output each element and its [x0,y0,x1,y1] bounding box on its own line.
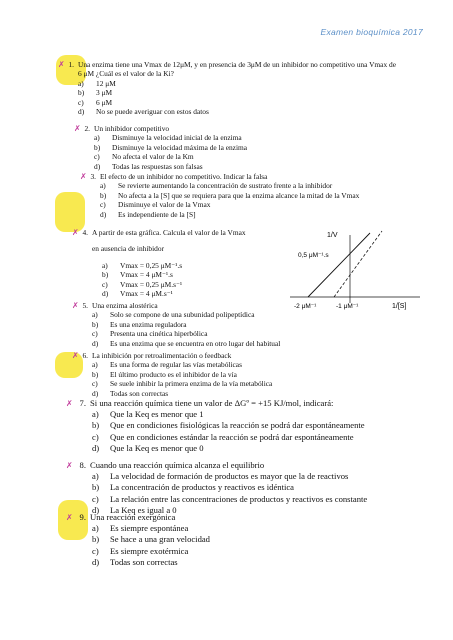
x-point-1-label: -2 μM⁻¹ [294,303,317,310]
answer-check-icon: ✗ [66,461,73,470]
option-d[interactable]: d) ✗ Vmax = 4 μM.s⁻¹ [72,228,173,299]
answer-check-icon: ✗ [72,301,79,310]
y-intercept-label: 0,5 μM⁻¹.s [298,252,329,259]
option-c[interactable]: c) Es siempre exotérmica [92,545,189,556]
option-b[interactable]: b) Que en condiciones fisiológicas la reacción se podrá dar espontáneamente [92,420,365,431]
option-d[interactable]: d) Es una enzima que se encuentra en otro lugar del habitual [92,338,281,348]
y-axis-label: 1/V [327,232,338,239]
answer-check-icon: ✗ [66,513,73,522]
option-d[interactable]: d) La Keq es igual a 0 [92,504,177,515]
option-c[interactable]: c) Se suele inhibir la primera enzima de la vía metabólica [92,379,273,389]
answer-check-icon: ✗ [72,228,79,237]
option-a[interactable]: a) ✗ Disminuye la velocidad inicial de la enzima [74,124,242,143]
question-9: 9. Una reacción exergónica a) ✗ Es siempre espontánea b) Se hace a una gran velocidad c) Es siempre exotérmica d) Todas son correctas [68,512,438,568]
question-2: 2. Un inhibidor competitivo a) ✗ Disminuye la velocidad inicial de la enzima b) Disminuye la velocidad máxima de la enzima c) No afecta el valor de la Km d) Todas las respuestas son falsas [76,124,396,171]
option-d[interactable]: d) Todas las respuestas son falsas [94,161,203,171]
option-a[interactable]: a) Vmax = 0,25 μM⁻¹.s [102,260,183,270]
option-b[interactable]: b) ✗ Es una enzima reguladora [72,301,187,329]
question-7: 7. Si una reacción química tiene un valor de ΔGº = +15 KJ/mol, indicará: a) ✗ Que la Keq es menor que 1 b) Que en condiciones fisiológicas la reacción se podrá dar espontáneamente c) Que en condiciones estándar la reacción se podrá dar espontáneamente d) Que la Keq es menor que 0 [68,398,438,454]
option-b[interactable]: b) ✗ 3 μM [58,60,113,98]
question-stem-continued: en ausencia de inhibidor [92,244,165,254]
x-point-2-label: -1 μM⁻¹ [336,303,359,310]
answer-check-icon: ✗ [58,60,65,69]
option-c[interactable]: c) ✗ La relación entre las concentraciones de productos y reactivos es constante [66,461,368,504]
highlight-mark-2 [55,192,85,232]
option-b[interactable]: b) Vmax = 4 μM⁻¹.s [102,270,173,280]
option-a[interactable]: a) Solo se compone de una subunidad polipeptídica [92,310,255,320]
option-d[interactable]: d) Que la Keq es menor que 0 [92,442,204,453]
option-b[interactable]: b) Se hace a una gran velocidad [92,534,210,545]
option-d[interactable]: d) No se puede averiguar con estos datos [78,107,209,117]
option-a[interactable]: a) Es una forma de regular las vías metabólicas [92,360,242,370]
option-b[interactable]: b) La concentración de productos y reactivos es idéntica [92,482,294,493]
option-c[interactable]: c) Que en condiciones estándar la reacción se podrá dar espontáneamente [92,431,354,442]
question-8: 8. Cuando una reacción química alcanza el equilibrio a) La velocidad de formación de productos es mayor que la de reactivos b) La concentración de productos y reactivos es idéntica c) ✗ La relación entre las concentraciones de productos y reactivos es constante d) La Keq es igual a 0 [68,460,438,516]
question-5: 5. Una enzima alostérica a) Solo se compone de una subunidad polipeptídica b) ✗ Es una enzima reguladora c) Presenta una cinética hiperbólica d) Es una enzima que se encuentra en otro lugar del habitual [74,301,394,348]
option-b[interactable]: b) No afecta a la [S] que se requiera para que la enzima alcance la mitad de la Vmax [100,190,360,200]
line-without-inhibitor [308,233,370,297]
option-c[interactable]: c) Vmax = 0,25 μM.s⁻¹ [102,279,183,289]
answer-check-icon: ✗ [72,351,79,360]
option-a[interactable]: a) ✗ Que la Keq es menor que 1 [66,399,204,420]
line-with-inhibitor [334,231,382,297]
option-a[interactable]: a) Se revierte aumentando la concentración de sustrato frente a la inhibidor [100,181,333,191]
answer-check-icon: ✗ [80,172,87,181]
option-c[interactable]: c) No afecta el valor de la Km [94,152,194,162]
option-d[interactable]: d) Es independiente de la [S] [100,209,196,219]
option-b[interactable]: b) Disminuye la velocidad máxima de la enzima [94,142,248,152]
answer-check-icon: ✗ [66,399,73,408]
option-a[interactable]: a) 12 μM [78,78,116,88]
question-3: 3. El efecto de un inhibidor no competitivo. Indicar la falsa a) Se revierte aumentando la concentración de sustrato frente a la inhibidor b) No afecta a la [S] que se requiera para que la enzima alcance la mitad de la Vmax c) ✗ Disminuye el valor de la Vmax d) Es independiente de la [S] [82,172,422,219]
question-4: 4. A partir de esta gráfica. Calcula el valor de la Vmax en ausencia de inhibidor a) Vmax = 0,25 μM⁻¹.s b) Vmax = 4 μM⁻¹.s c) Vmax = 0,25 μM.s⁻¹ d) ✗ Vmax = 4 μM.s⁻¹ [74,228,294,298]
answer-check-icon: ✗ [74,124,81,133]
option-a[interactable]: a) La velocidad de formación de productos es mayor que la de reactivos [92,471,349,482]
question-1 [60,60,400,116]
option-d[interactable]: d) ✗ Todas son correctas [72,351,169,398]
question-stem: Una enzima tiene una Vmax de 12μM, y en presencia de 3μM de un inhibidor no competitivo una Vmax de 6 μM ¿Cuál es el valor de la Ki? [78,60,396,79]
option-a[interactable]: a) ✗ Es siempre espontánea [66,513,189,534]
option-c[interactable]: c) 6 μM [78,97,113,107]
question-number: 1. [68,60,74,69]
page-header: Examen bioquímica 2017 [320,27,423,37]
option-c[interactable]: c) Presenta una cinética hiperbólica [92,329,208,339]
option-d[interactable]: d) Todas son correctas [92,556,178,567]
question-6: 6. La inhibición por retroalimentación o feedback a) Es una forma de regular las vías metabólicas b) El último producto es el inhibidor de la vía c) Se suele inhibir la primera enzima de la vía metabólica d) ✗ Todas son correctas [74,351,394,398]
x-axis-label: 1/[S] [392,303,407,310]
option-c[interactable]: c) ✗ Disminuye el valor de la Vmax [80,172,211,210]
option-b[interactable]: b) El último producto es el inhibidor de la vía [92,369,237,379]
